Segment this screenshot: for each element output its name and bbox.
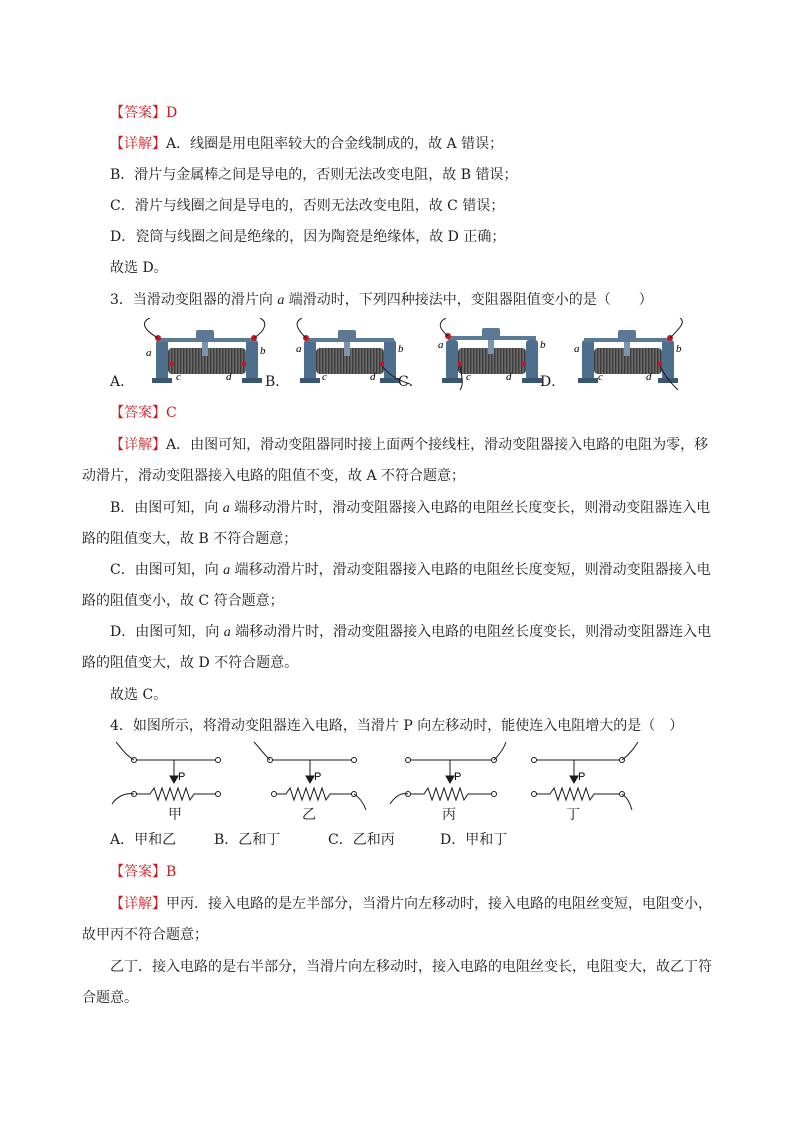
detail-text: A．线圈是用电阻率较大的合金线制成的，故 A 错误； [166,136,504,152]
detail-line: 【详解】A．由图可知，滑动变阻器同时接上面两个接线柱，滑动变阻器接入电路的电阻为零，移 [110,437,709,453]
schematic-yi [254,742,366,810]
detail-line: 【详解】甲丙．接入电路的是左半部分，当滑片向左移动时，接入电路的电阻丝变短，电阻变小， [110,896,712,912]
terminal-d-label: d [506,371,512,383]
conclusion-line: 故选 C。 [110,687,168,703]
terminal-d-label: d [370,371,376,383]
rheostat-c [438,318,546,390]
detail-line: C．滑片与线圈之间是导电的，否则无法改变电阻，故 C 错误； [110,198,505,214]
answer-tag: 【答案】 [110,105,166,121]
detail-line: 动滑片，滑动变阻器接入电路的阻值不变，故 A 不符合题意； [82,468,466,484]
schematic-jia [112,742,221,804]
detail-line: 路的阻值变大，故 B 不符合题意； [82,531,298,547]
detail-line: B．由图可知，向 a 端移动滑片时，滑动变阻器接入电路的电阻丝长度变长，则滑动变阻器连入电 [110,500,711,516]
slider-label: P [314,771,322,783]
terminal-b-label: b [676,343,682,355]
answer-tag: 【答案】 [110,405,166,421]
conclusion-line: 故选 D。 [110,260,168,276]
detail-line: 合题意。 [82,990,138,1006]
option-c-label: C． [398,374,423,390]
terminal-b-label: b [398,343,404,355]
terminal-d-label: d [226,371,232,383]
rheostat-schematics [110,740,670,810]
detail-line: C．由图可知，向 a 端移动滑片时，滑动变阻器接入电路的电阻丝长度变短，则滑动变阻器接入电 [110,562,711,578]
detail-line: 故甲丙不符合题意； [82,927,208,943]
answer-value: B [166,864,177,880]
choice-d: D．甲和丁 [440,832,508,848]
question-stem: 4．如图所示，将滑动变阻器连入电路，当滑片 P 向左移动时，能使连入电阻增大的是（ ） [110,718,684,734]
detail-line: D．由图可知，向 a 端移动滑片时，滑动变阻器接入电路的电阻丝长度变长，则滑动变阻器连入电 [110,624,712,640]
answer-value: C [166,405,177,421]
terminal-b-label: b [540,339,546,351]
schematic-bing [390,742,506,804]
answer-line [110,403,177,423]
slider-label: P [578,771,586,783]
terminal-c-label: c [322,371,327,383]
option-d-label: D． [540,374,566,390]
terminal-c-label: c [176,371,181,383]
rheostat-d [574,318,682,390]
terminal-c-label: c [466,371,471,383]
answer-tag: 【答案】 [110,864,166,880]
terminal-a-label: a [438,339,444,351]
rheostat-a [144,318,266,383]
detail-line: D．瓷筒与线圈之间是绝缘的，因为陶瓷是绝缘体，故 D 正确； [110,229,506,245]
terminal-b-label: b [260,345,266,357]
answer-line [110,103,177,123]
detail-line [110,134,503,154]
question-stem: 3．当滑动变阻器的滑片向 a 端滑动时，下列四种接法中，变阻器阻值变小的是（ ） [110,292,653,308]
terminal-c-label: c [598,371,603,383]
option-a-label: A． [110,374,135,390]
caption-bing: 丙 [442,807,456,823]
detail-tag: 【详解】 [110,437,166,453]
answer-line [110,862,176,882]
slider-label: P [178,771,186,783]
caption-yi: 乙 [302,807,316,823]
choice-a: A．甲和乙 [110,832,177,848]
rheostat-b [296,318,410,384]
detail-line: 乙丁．接入电路的是右半部分，当滑片向左移动时，接入电路的电阻丝变长，电阻变大，故乙丁符 [110,959,712,975]
caption-jia: 甲 [168,807,182,823]
terminal-d-label: d [646,371,652,383]
terminal-a-label: a [296,343,302,355]
detail-tag: 【详解】 [110,896,166,912]
detail-line: 路的阻值变小，故 C 符合题意； [82,593,284,609]
variable-a: a [277,293,285,308]
answer-value: D [166,105,178,121]
option-b-label: B． [265,374,290,390]
terminal-a-label: a [146,347,152,359]
slider-label: P [454,771,462,783]
terminal-a-label: a [574,343,580,355]
choice-c: C．乙和丙 [328,832,395,848]
detail-line: B．滑片与金属棒之间是导电的，否则无法改变电阻，故 B 错误； [110,167,518,183]
choice-b: B．乙和丁 [214,832,281,848]
detail-tag: 【详解】 [110,136,166,152]
caption-ding: 丁 [566,807,580,823]
detail-line: 路的阻值变大，故 D 不符合题意。 [82,655,299,671]
